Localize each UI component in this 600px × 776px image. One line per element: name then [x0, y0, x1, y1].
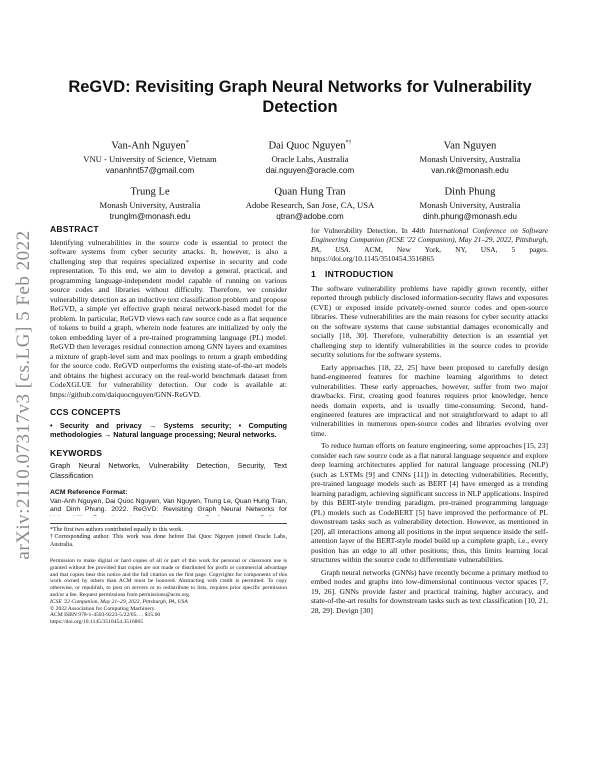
conference-line: ICSE '22 Companion, May 21–29, 2022, Pittsburgh, PA, USA	[50, 598, 188, 605]
author-name: Quan Hung Tran	[274, 186, 346, 198]
author-email: vananhnt57@gmail.com	[105, 165, 195, 175]
keywords-section	[50, 449, 287, 481]
footnotes	[50, 523, 287, 550]
author-name: Van-Anh Nguyen*	[111, 140, 189, 152]
ccs-section	[50, 408, 287, 440]
footnote-1: *The first two authors contributed equally to this work.	[50, 526, 183, 533]
author-3	[375, 136, 565, 176]
author-affiliation: Oracle Labs, Australia	[271, 153, 349, 164]
author-affiliation: Adobe Research, San Jose, CA, USA	[245, 199, 375, 210]
intro-body	[311, 284, 548, 615]
abstract-text: Identifying vulnerabilities in the source code is essential to protect the software systems from cyber security attacks. It, however, is also a challenging step that requires specialized expertise in security and code representation. To this end, we aim to develop a general, practical, and programming language-independent model capable of running on various source codes and libraries without difficulty. Therefore, we consider vulnerability detection as an inductive text classification problem and propose ReGVD, a simple yet effective graph neural network-based model for the problem. In particular, ReGVD views each raw source code as a flat sequence of tokens to build a graph, wherein node features are initialized by only the token embedding layer of a pre-trained programming language (PL) model. ReGVD then leverages residual connection among GNN layers and examines a mixture of graph-level sum and max poolings to return a graph embedding for the source code. ReGVD outperforms the existing state-of-the-art models and obtains the highest accuracy on the real-world benchmark dataset from CodeXGLUE for vulnerability detection. Our code is available at: https://github.com/daiquocnguyen/GNN-ReGVD.	[50, 237, 287, 399]
intro-title: INTRODUCTION	[325, 269, 394, 280]
abstract-heading: ABSTRACT	[50, 224, 99, 234]
author-name: Van Nguyen	[443, 140, 497, 152]
intro-paragraph-3: To reduce human efforts on feature engineering, some approaches [15, 23] consider each raw source code as a flat natural language sequence and explore deep learning architectures applied for natural language processing (NLP) (such as LSTMs [9] and CNNs [11]) in detecting vulnerabilities. Recently, pre-trained language models such as BERT [4] have emerged as a trending learning paradigm, achieving significant success in NLP applications. Inspired by this BERT-style trending paradigm, pre-trained programming language (PL) models such as CodeBERT [5] have improved the performance of PL downstream tasks such as vulnerability detection. However, as mentioned in [20], all interactions among all positions in the input sequence inside the self-attention layer of the BERT-style model build up a complete graph, i.e., every position has an edge to all other positions; thus, this limits learning local structures within the source code to differentiate vulnerabilities.	[311, 441, 548, 565]
author-email: qtran@adobe.com	[276, 211, 344, 221]
author-name: Dinh Phung	[444, 186, 496, 198]
author-email: dinh.phung@monash.edu	[423, 211, 517, 221]
author-6	[375, 182, 565, 222]
reference-format-continued: for Vulnerability Detection. In 44th International Conference on Software Engineering Companion (ICSE '22 Companion), May 21–29, 2022, Pittsburgh, PA, USA. ACM, New York, NY, USA, 5 pages. https://doi.org/10.1145/3510454.3516865	[311, 226, 549, 263]
author-name: Trung Le	[130, 186, 170, 198]
permission-text: Permission to make digital or hard copies of all or part of this work for personal or classroom use is granted without fee provided that copies are not made or distributed for profit or commercial advantage and that copies bear this notice and the full citation on the first page. Copyrights for components of this work owned by others than ACM must be honored. Abstracting with credit is permitted. To copy otherwise, or republish, to post on servers or to redistribute to lists, requires prior specific permission and/or a fee. Request permissions from permissions@acm.org.	[50, 558, 287, 598]
author-email: trunglm@monash.edu	[109, 211, 191, 221]
intro-number: 1	[311, 269, 316, 280]
arxiv-stamp-text: arXiv:2110.07317v3 [cs.LG] 5 Feb 2022	[13, 230, 34, 560]
keywords-text: Graph Neural Networks, Vulnerability Detection, Security, Text Classification	[50, 461, 287, 480]
left-column	[50, 225, 287, 626]
reference-format-text: Van-Anh Nguyen, Dai Quoc Nguyen, Van Nguyen, Trung Le, Quan Hung Tran, and Dinh Phung. 2022. ReGVD: Revisiting Graph Neural Networks for	[50, 497, 287, 514]
intro-paragraph-4: Graph neural networks (GNNs) have recently become a primary method to embed nodes and graphs into low-dimensional continuous vector spaces [7, 19, 26]. GNNs provide faster and practical training, higher accuracy, and state-of-the-art results for downstream tasks such as text classification [10, 21, 28, 29]. Devign [30]	[311, 567, 548, 615]
permission-block	[50, 558, 287, 626]
author-affiliation: Monash University, Australia	[419, 153, 521, 164]
author-email: van.nk@monash.edu	[431, 165, 509, 175]
paper-title: ReGVD: Revisiting Graph Neural Networks for Vulnerability Detection	[68, 78, 532, 116]
ccs-heading: CCS CONCEPTS	[50, 407, 121, 417]
isbn-line: ACM ISBN 978-1-4503-9223-5/22/05. . . $15.00	[50, 612, 161, 619]
arxiv-stamp	[2, 205, 46, 585]
intro-heading	[311, 270, 548, 280]
author-affiliation: Monash University, Australia	[99, 199, 201, 210]
footnote-2: †Corresponding author. This work was done before Dai Quoc Nguyen joined Oracle Labs, Australia.	[50, 534, 287, 548]
reference-format-heading: ACM Reference Format:	[50, 489, 128, 496]
intro-paragraph-1: The software vulnerability problems have rapidly grown recently, either reported through publicly disclosed information-security flaws and exposures (CVE) or exposed inside privately-owned source codes and open-source libraries. These vulnerabilities are the main reasons for cyber security attacks on the software systems that cause substantial damages economically and socially [18, 30]. Therefore, vulnerability detection is an essential yet challenging step to identify vulnerabilities in the source codes to provide security solutions for the software systems.	[311, 283, 548, 360]
copyright-line: © 2022 Association for Computing Machinery.	[50, 605, 156, 612]
author-name: Dai Quoc Nguyen*†	[268, 140, 352, 152]
intro-paragraph-2: Early approaches [18, 22, 25] have been proposed to carefully design hand-engineered features for machine learning algorithms to detect vulnerabilities. These early approaches, however, suffer from two major drawbacks. First, creating good features requires prior knowledge, hence needs domain experts, and is usually time-consuming. Second, hand-engineered features are impractical and not straightforward to adapt to all vulnerabilities in numerous open-source codes and libraries evolving over time.	[311, 362, 548, 438]
author-email: dai.nguyen@oracle.com	[265, 165, 355, 175]
doi-line[interactable]: https://doi.org/10.1145/3510454.3516865	[50, 619, 144, 626]
ccs-text: • Security and privacy → Systems security; • Computing methodologies → Natural language processing; Neural networks.	[50, 420, 287, 439]
author-affiliation: Monash University, Australia	[419, 199, 521, 210]
right-column	[311, 226, 548, 615]
keywords-heading: KEYWORDS	[50, 447, 103, 458]
author-affiliation: VNU - University of Science, Vietnam	[83, 153, 217, 164]
